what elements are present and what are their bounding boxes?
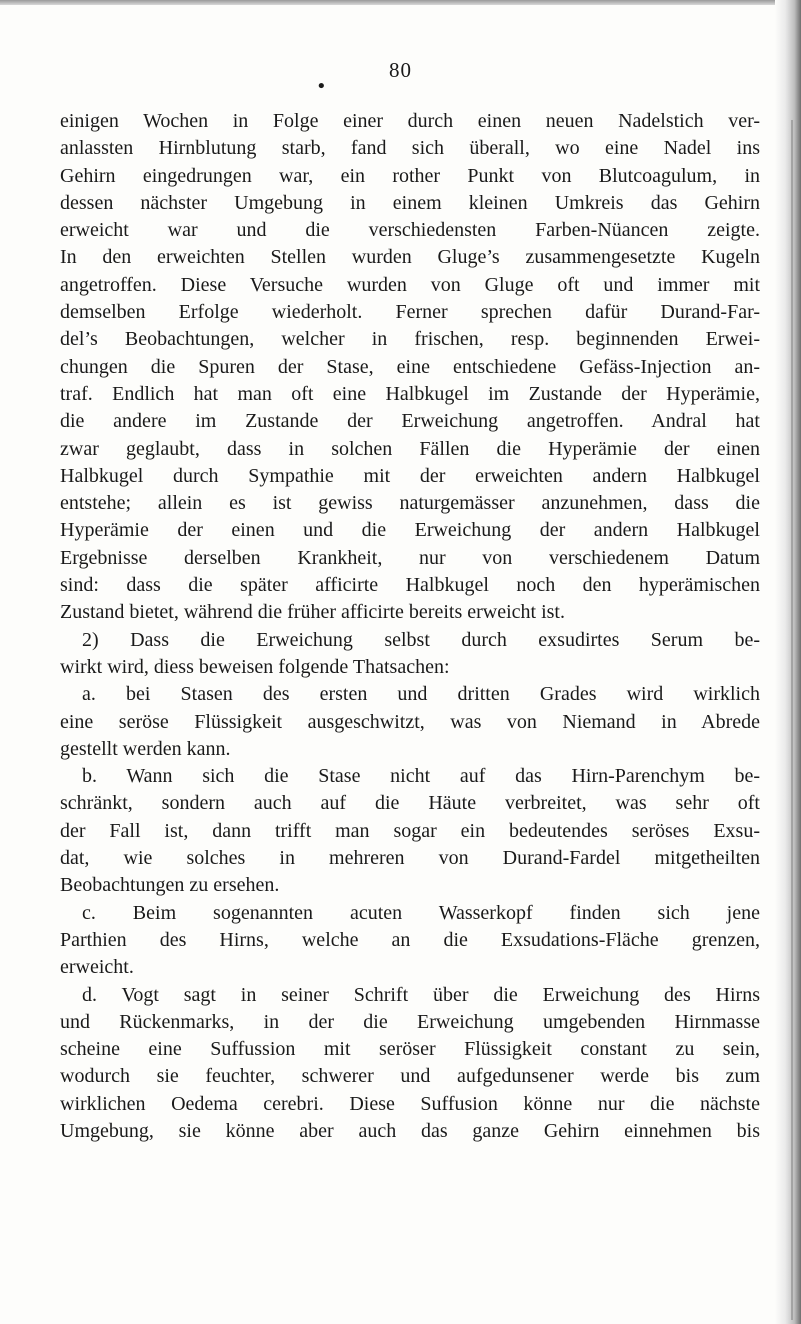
body-text [60,108,760,1145]
page-number: 80 [389,58,412,82]
text-line: demselben Erfolge wiederholt. Ferner sprechen dafür Durand-Far- [60,301,760,324]
text-line: del’s Beobachtungen, welcher in frischen, resp. beginnenden Erwei- [60,328,760,351]
text-line: traf. Endlich hat man oft eine Halbkugel im Zustande der Hyperämie, [60,382,760,405]
text-line: gestellt werden kann. [60,737,231,760]
text-line: wirklichen Oedema cerebri. Diese Suffusion könne nur die nächste [60,1092,760,1115]
text-line: Umgebung, sie könne aber auch das ganze Gehirn einnehmen bis [60,1119,760,1142]
text-line: In den erweichten Stellen wurden Gluge’s zusammengesetzte Kugeln [60,246,760,269]
text-line: 2) Dass die Erweichung selbst durch exsudirtes Serum be- [82,628,760,651]
text-line: Beobachtungen zu ersehen. [60,874,280,897]
text-line: einigen Wochen in Folge einer durch einen neuen Nadelstich ver- [60,110,760,132]
text-line: Ergebnisse derselben Krankheit, nur von verschiedenem Datum [60,546,760,569]
text-line: der Fall ist, dann trifft man sogar ein bedeutendes seröses Exsu- [60,819,760,842]
page-binding-shadow [775,0,801,1324]
print-speck: • [316,76,327,97]
text-line: chungen die Spuren der Stase, eine entschiedene Gefäss-Injection an- [60,355,760,378]
text-line: d. Vogt sagt in seiner Schrift über die Erweichung des Hirns [82,983,760,1006]
text-line: angetroffen. Diese Versuche wurden von Gluge oft und immer mit [60,273,760,296]
text-line: sind: dass die später afficirte Halbkugel noch den hyperämischen [60,574,760,597]
text-line: schränkt, sondern auch auf die Häute verbreitet, was sehr oft [60,792,760,815]
text-line: erweicht. [60,956,134,979]
text-line: scheine eine Suffussion mit seröser Flüssigkeit constant zu sein, [60,1038,760,1061]
text-line: entstehe; allein es ist gewiss naturgemässer anzunehmen, dass die [60,492,760,515]
top-page-edge [0,0,801,5]
text-line: Halbkugel durch Sympathie mit der erweichten andern Halbkugel [60,464,760,487]
text-line: Gehirn eingedrungen war, ein rother Punkt von Blutcoagulum, in [60,164,760,187]
text-line: zwar geglaubt, dass in solchen Fällen die Hyperämie der einen [60,437,760,460]
text-line: und Rückenmarks, in der die Erweichung umgebenden Hirnmasse [60,1010,760,1033]
text-line: wodurch sie feuchter, schwerer und aufgedunsener werde bis zum [60,1065,760,1088]
text-line: Hyperämie der einen und die Erweichung der andern Halbkugel [60,519,760,542]
text-line: c. Beim sogenannten acuten Wasserkopf finden sich jene [82,901,760,924]
binding-crease [791,120,793,1320]
text-line: anlassten Hirnblutung starb, fand sich überall, wo eine Nadel ins [60,137,760,160]
text-line: Parthien des Hirns, welche an die Exsudations-Fläche grenzen, [60,928,760,951]
text-line: die andere im Zustande der Erweichung angetroffen. Andral hat [60,410,760,433]
text-line: wirkt wird, diess beweisen folgende Thatsachen: [60,655,450,678]
text-line: dessen nächster Umgebung in einem kleinen Umkreis das Gehirn [60,191,760,214]
text-line: erweicht war und die verschiedensten Farben-Nüancen zeigte. [60,219,760,242]
text-line: b. Wann sich die Stase nicht auf das Hirn-Parenchym be- [82,765,760,788]
text-line: dat, wie solches in mehreren von Durand-Fardel mitgetheilten [60,847,760,870]
text-line: eine seröse Flüssigkeit ausgeschwitzt, was von Niemand in Abrede [60,710,760,733]
text-line: a. bei Stasen des ersten und dritten Grades wird wirklich [82,683,760,706]
text-line: Zustand bietet, während die früher afficirte bereits erweicht ist. [60,601,565,624]
